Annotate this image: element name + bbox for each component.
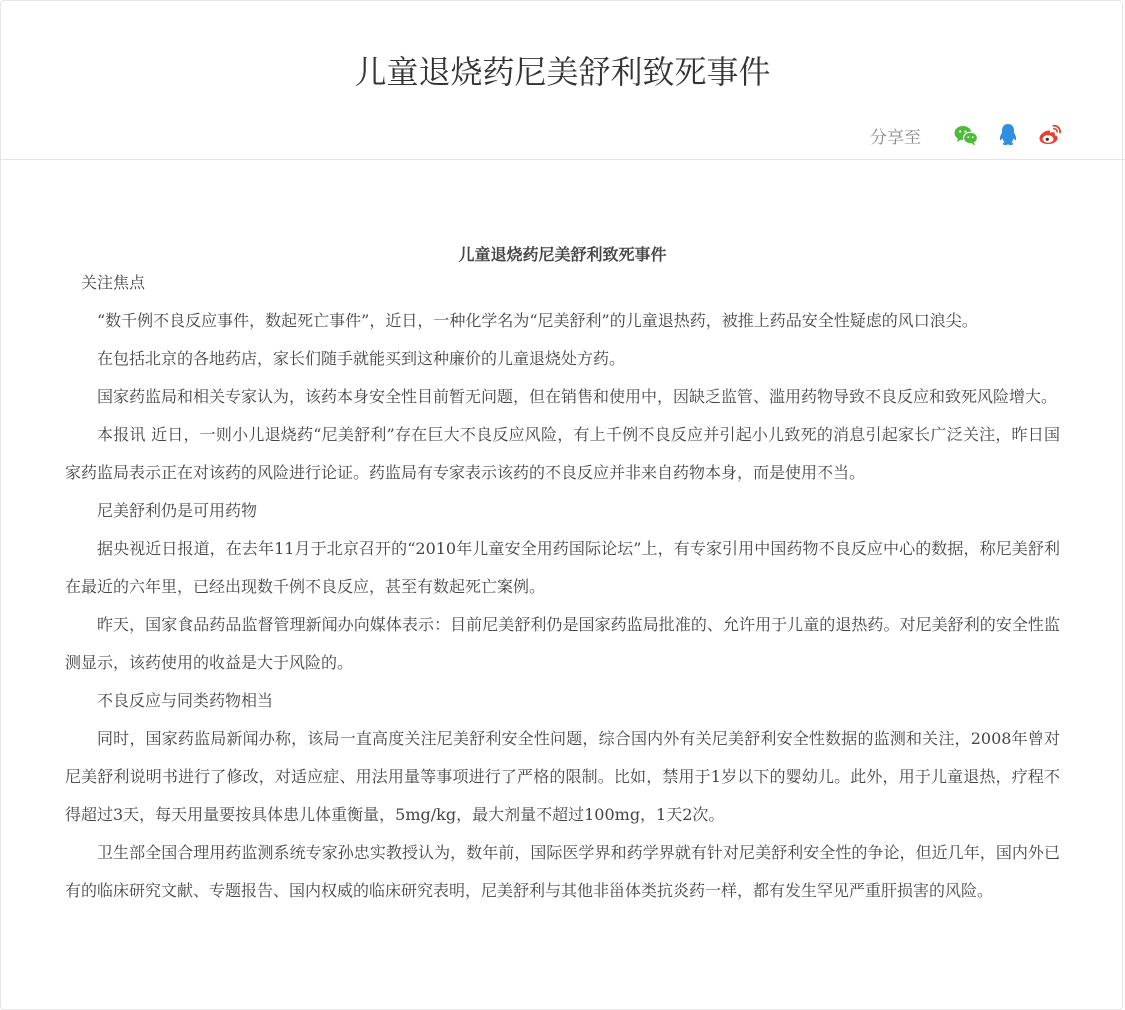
- article-paragraph: 同时，国家药监局新闻办称，该局一直高度关注尼美舒利安全性问题，综合国内外有关尼美舒利安全性数据的监测和关注，2008年曾对尼美舒利说明书进行了修改，对适应症、用法用量等事项进行了严格的限制。比如，禁用于1岁以下的婴幼儿。此外，用于儿童退热，疗程不得超过3天，每天用量要按具体患儿体重衡量，5mg/kg，最大剂量不超过100mg，1天2次。: [65, 729, 1060, 824]
- article-body: [65, 240, 1060, 910]
- share-bar: [870, 122, 1063, 148]
- article-paragraph: 据央视近日报道，在去年11月于北京召开的“2010年儿童安全用药国际论坛”上，有专家引用中国药物不良反应中心的数据，称尼美舒利在最近的六年里，已经出现数千例不良反应，甚至有数起死亡案例。: [65, 539, 1060, 596]
- weibo-icon[interactable]: [1037, 122, 1063, 148]
- article-paragraph: 昨天，国家食品药品监督管理新闻办向媒体表示：目前尼美舒利仍是国家药监局批准的、允许用于儿童的退热药。对尼美舒利的安全性监测显示，该药使用的收益是大于风险的。: [65, 615, 1060, 672]
- article-subheading: 不良反应与同类药物相当: [97, 691, 274, 710]
- section-label-focus: 关注焦点: [81, 273, 146, 292]
- qq-icon[interactable]: [995, 122, 1021, 148]
- article-heading: 儿童退烧药尼美舒利致死事件: [458, 245, 667, 264]
- share-label: 分享至: [870, 127, 921, 148]
- article-paragraph: 国家药监局和相关专家认为，该药本身安全性目前暂无问题，但在销售和使用中，因缺乏监管、滥用药物导致不良反应和致死风险增大。: [97, 387, 1058, 406]
- wechat-icon[interactable]: [953, 122, 979, 148]
- article-subheading: 尼美舒利仍是可用药物: [97, 501, 258, 520]
- article-paragraph: “数千例不良反应事件，数起死亡事件”，近日，一种化学名为“尼美舒利”的儿童退热药，被推上药品安全性疑虑的风口浪尖。: [97, 311, 978, 330]
- article-paragraph: 在包括北京的各地药店，家长们随手就能买到这种廉价的儿童退烧处方药。: [97, 349, 626, 368]
- article-paragraph: 卫生部全国合理用药监测系统专家孙忠实教授认为，数年前，国际医学界和药学界就有针对尼美舒利安全性的争论，但近几年，国内外已有的临床研究文献、专题报告、国内权威的临床研究表明，尼美舒利与其他非甾体类抗炎药一样，都有发生罕见严重肝损害的风险。: [65, 843, 1060, 900]
- article-paragraph: 本报讯 近日，一则小儿退烧药“尼美舒利”存在巨大不良反应风险，有上千例不良反应并引起小儿致死的消息引起家长广泛关注，昨日国家药监局表示正在对该药的风险进行论证。药监局有专家表示该药的不良反应并非来自药物本身，而是使用不当。: [65, 425, 1060, 482]
- page-title: 儿童退烧药尼美舒利致死事件: [354, 53, 771, 91]
- page-header: [0, 0, 1125, 160]
